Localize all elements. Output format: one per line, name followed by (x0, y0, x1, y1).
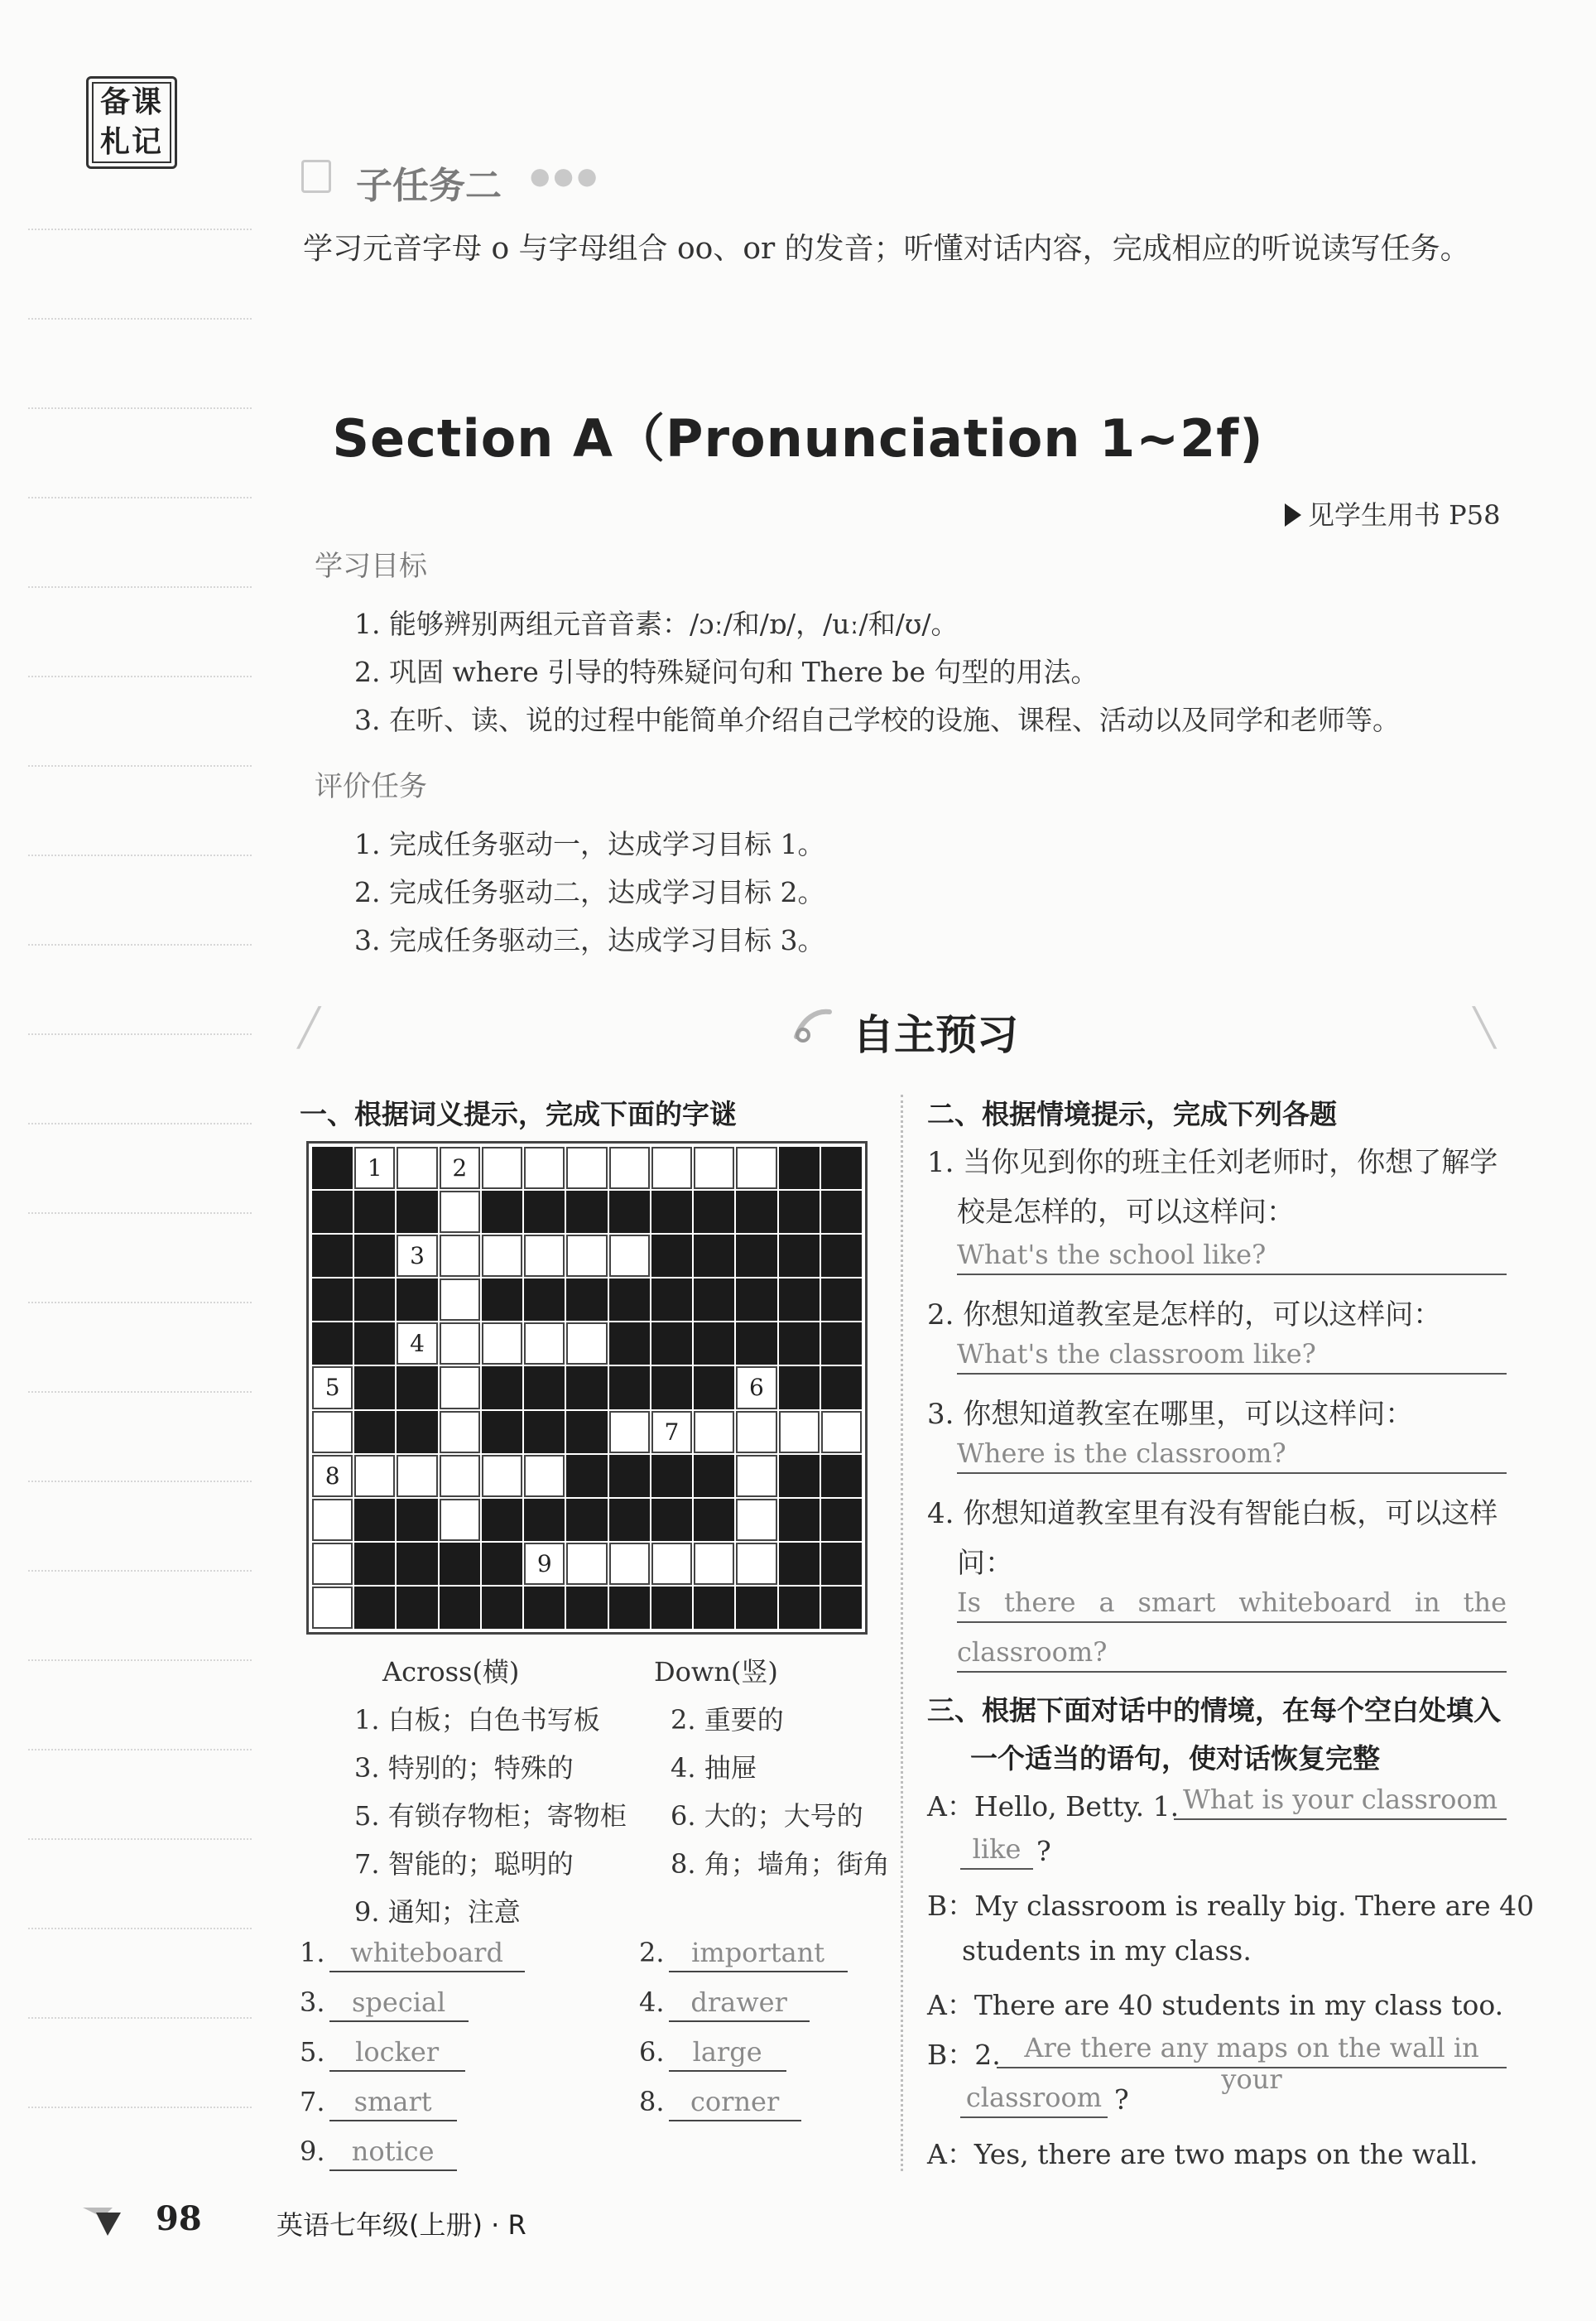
note-line (28, 318, 252, 320)
dialogue-blank-1[interactable]: What is your classroom (1174, 1784, 1507, 1820)
crossword-cell[interactable] (609, 1543, 650, 1585)
badge-line-1: 备课 (99, 85, 163, 119)
subtask-title: 子任务二 (356, 165, 502, 207)
crossword-cell[interactable] (312, 1411, 353, 1453)
dots-icon: ●●● (530, 162, 601, 190)
down-clue: 4. 抽屉 (671, 1752, 757, 1784)
crossword-cell[interactable] (397, 1322, 437, 1365)
crossword-cell[interactable] (354, 1147, 395, 1189)
crossword-block (482, 1366, 522, 1408)
crossword-block (821, 1147, 862, 1189)
across-clue: 7. 智能的；聪明的 (354, 1848, 574, 1880)
crossword-cell[interactable] (440, 1366, 480, 1408)
crossword-number: 4 (410, 1330, 425, 1358)
note-line (28, 586, 252, 588)
crossword-block (609, 1587, 650, 1629)
crossword-block (397, 1191, 437, 1233)
note-line (28, 2017, 252, 2019)
crossword-cell[interactable] (736, 1411, 776, 1453)
crossword-block (354, 1322, 395, 1365)
crossword-block (609, 1322, 650, 1365)
crossword-cell[interactable] (482, 1147, 522, 1189)
note-line (28, 1302, 252, 1303)
see-student-book (1285, 494, 1500, 532)
down-clue: 2. 重要的 (671, 1704, 784, 1736)
crossword-block (779, 1322, 820, 1365)
decorative-slash-right: ╲ (1473, 1007, 1496, 1049)
crossword-block (397, 1587, 437, 1629)
decorative-slash-left: ╱ (298, 1007, 320, 1049)
see-book-text: 见学生用书 P58 (1308, 499, 1501, 531)
page-corner-ornament-icon (79, 2199, 137, 2241)
crossword-cell[interactable] (566, 1543, 607, 1585)
across-clue: 5. 有锁存物柜；寄物柜 (354, 1800, 627, 1832)
answer-line-4-cont[interactable]: classroom? (957, 1636, 1507, 1673)
crossword-block (354, 1499, 395, 1541)
answer-number: 3. (300, 1986, 325, 2018)
play-arrow-icon (1285, 503, 1301, 527)
crossword-grid (312, 1147, 862, 1629)
answer-blank[interactable]: whiteboard (329, 1936, 525, 1972)
across-clue: 1. 白板；白色书写板 (354, 1704, 600, 1736)
objective-item: 1. 能够辨别两组元音音素：/ɔː/和/ɒ/，/uː/和/ʊ/。 (354, 608, 959, 640)
lesson-notes-badge (86, 76, 177, 169)
crossword-block (779, 1147, 820, 1189)
crossword-cell[interactable] (440, 1278, 480, 1321)
crossword-block (566, 1366, 607, 1408)
answer-number: 7. (300, 2086, 325, 2117)
page-number: 98 (156, 2199, 202, 2238)
crossword-number: 7 (664, 1418, 680, 1446)
crossword-cell[interactable] (440, 1322, 480, 1365)
crossword-cell[interactable] (609, 1411, 650, 1453)
crossword-cell[interactable] (694, 1411, 734, 1453)
answer-number: 6. (639, 2036, 665, 2068)
pencil-icon (791, 1004, 834, 1047)
crossword-block (566, 1191, 607, 1233)
crossword-number: 3 (410, 1242, 425, 1270)
part3-heading-cont: 一个适当的语句，使对话恢复完整 (970, 1742, 1380, 1774)
note-line (28, 1749, 252, 1750)
crossword-cell[interactable] (694, 1147, 734, 1189)
crossword-cell[interactable] (566, 1235, 607, 1277)
dialogue-blank-1-cont[interactable]: like (960, 1833, 1033, 1870)
answer-blank[interactable]: corner (669, 2085, 801, 2121)
crossword-block (694, 1322, 734, 1365)
crossword-cell[interactable] (651, 1543, 692, 1585)
crossword-block (821, 1322, 862, 1365)
crossword-cell[interactable] (397, 1147, 437, 1189)
question-4-cont: 问： (957, 1547, 1013, 1580)
answer-8 (639, 2085, 801, 2121)
crossword-cell[interactable] (524, 1322, 565, 1365)
dialogue-blank-2-cont[interactable]: classroom (960, 2082, 1108, 2118)
crossword-block (651, 1455, 692, 1497)
part3-heading: 三、根据下面对话中的情境，在每个空白处填入 (927, 1694, 1501, 1726)
answer-blank[interactable]: drawer (669, 1986, 810, 2022)
note-line (28, 676, 252, 677)
crossword-block (524, 1499, 565, 1541)
crossword-block (694, 1587, 734, 1629)
dialogue-line-5: A：There are 40 students in my class too. (927, 1989, 1504, 2021)
note-line (28, 1033, 252, 1035)
column-divider (901, 1095, 903, 2171)
across-label: Across(横) (382, 1656, 520, 1688)
crossword-block (651, 1366, 692, 1408)
crossword-number: 8 (324, 1461, 340, 1490)
crossword-cell[interactable] (736, 1499, 776, 1541)
crossword-block (779, 1366, 820, 1408)
crossword-block (440, 1543, 480, 1585)
crossword-cell[interactable] (312, 1499, 353, 1541)
crossword-block (736, 1235, 776, 1277)
answer-blank[interactable]: special (329, 1986, 469, 2022)
crossword-number: 5 (324, 1374, 340, 1402)
crossword-block (482, 1411, 522, 1453)
question-mark: ? (1036, 1835, 1051, 1867)
crossword-block (736, 1191, 776, 1233)
answer-line-4[interactable]: Is there a smart whiteboard in the (957, 1587, 1507, 1623)
crossword-block (779, 1235, 820, 1277)
evaluation-heading: 评价任务 (315, 770, 427, 803)
crossword-block (566, 1587, 607, 1629)
crossword-block (779, 1499, 820, 1541)
crossword-block (779, 1455, 820, 1497)
note-line (28, 1123, 252, 1124)
dialogue-line-3: B：My classroom is really big. There are 40 (927, 1890, 1535, 1922)
crossword-block (566, 1455, 607, 1497)
crossword-cell[interactable] (736, 1366, 776, 1408)
crossword-block (566, 1411, 607, 1453)
crossword-block (821, 1278, 862, 1321)
down-clue: 8. 角；墙角；街角 (671, 1848, 890, 1880)
question-4: 4. 你想知道教室里有没有智能白板，可以这样 (927, 1497, 1498, 1530)
crossword-cell[interactable] (482, 1235, 522, 1277)
crossword-block (609, 1366, 650, 1408)
crossword-block (354, 1411, 395, 1453)
objectives-heading: 学习目标 (315, 550, 427, 583)
evaluation-item: 3. 完成任务驱动三，达成学习目标 3。 (354, 924, 825, 956)
crossword-block (651, 1191, 692, 1233)
crossword-cell[interactable] (524, 1543, 565, 1585)
crossword-cell[interactable] (482, 1322, 522, 1365)
crossword-block (651, 1587, 692, 1629)
preview-title: 自主预习 (853, 1011, 1018, 1059)
crossword-block (821, 1235, 862, 1277)
crossword-cell[interactable] (312, 1543, 353, 1585)
crossword-cell[interactable] (524, 1147, 565, 1189)
part1-heading: 一、根据词义提示，完成下面的字谜 (300, 1098, 737, 1130)
answer-5 (300, 2035, 465, 2072)
evaluation-item: 2. 完成任务驱动二，达成学习目标 2。 (354, 876, 825, 908)
answer-2 (639, 1936, 848, 1972)
answer-7 (300, 2085, 457, 2121)
crossword-block (397, 1278, 437, 1321)
document-icon (301, 160, 331, 193)
answer-number: 8. (639, 2086, 665, 2117)
crossword-cell[interactable] (440, 1235, 480, 1277)
crossword-cell[interactable] (312, 1366, 353, 1408)
crossword-block (397, 1499, 437, 1541)
crossword-cell[interactable] (736, 1543, 776, 1585)
crossword-block (312, 1235, 353, 1277)
crossword-block (524, 1278, 565, 1321)
crossword-block (609, 1278, 650, 1321)
answer-6 (639, 2035, 786, 2072)
note-line (28, 229, 252, 230)
crossword-number: 2 (452, 1154, 468, 1182)
crossword-block (354, 1191, 395, 1233)
crossword-block (566, 1278, 607, 1321)
crossword-block (482, 1191, 522, 1233)
answer-number: 5. (300, 2036, 325, 2068)
note-line (28, 1838, 252, 1840)
crossword-block (354, 1587, 395, 1629)
crossword-cell[interactable] (397, 1455, 437, 1497)
crossword-block (821, 1455, 862, 1497)
answer-blank[interactable]: important (669, 1936, 848, 1972)
crossword-block (779, 1543, 820, 1585)
crossword-cell[interactable] (609, 1147, 650, 1189)
book-title: 英语七年级(上册) · R (276, 2209, 526, 2241)
crossword-block (694, 1235, 734, 1277)
crossword-cell[interactable] (397, 1235, 437, 1277)
note-line (28, 855, 252, 856)
crossword-number: 1 (367, 1154, 382, 1182)
crossword-cell[interactable] (736, 1147, 776, 1189)
crossword-cell[interactable] (440, 1499, 480, 1541)
crossword-number: 9 (536, 1549, 552, 1577)
question-1-cont: 校是怎样的，可以这样问： (957, 1196, 1295, 1229)
crossword-block (312, 1322, 353, 1365)
crossword-block (651, 1499, 692, 1541)
crossword-cell[interactable] (779, 1411, 820, 1453)
note-line (28, 2107, 252, 2108)
crossword-block (524, 1587, 565, 1629)
crossword-cell[interactable] (524, 1235, 565, 1277)
note-line (28, 1659, 252, 1661)
crossword-block (524, 1366, 565, 1408)
crossword-cell[interactable] (312, 1455, 353, 1497)
answer-blank[interactable]: notice (329, 2135, 457, 2171)
crossword-block (397, 1366, 437, 1408)
crossword-number: 6 (749, 1374, 764, 1402)
crossword-block (482, 1587, 522, 1629)
answer-9 (300, 2135, 457, 2171)
down-clue: 6. 大的；大号的 (671, 1800, 863, 1832)
crossword-block (609, 1499, 650, 1541)
answer-3 (300, 1986, 469, 2022)
crossword-block (354, 1543, 395, 1585)
crossword-block (779, 1278, 820, 1321)
crossword-block (736, 1322, 776, 1365)
crossword-block (651, 1322, 692, 1365)
crossword-block (821, 1499, 862, 1541)
crossword-block (354, 1278, 395, 1321)
crossword-block (482, 1499, 522, 1541)
question-mark: ? (1114, 2083, 1129, 2116)
badge-line-2: 札记 (99, 125, 163, 159)
crossword-cell[interactable] (440, 1191, 480, 1233)
crossword-block (821, 1543, 862, 1585)
crossword-block (312, 1278, 353, 1321)
across-clue: 9. 通知；注意 (354, 1896, 521, 1928)
answer-number: 9. (300, 2136, 325, 2167)
crossword-cell[interactable] (736, 1455, 776, 1497)
note-line (28, 944, 252, 946)
dialogue-blank-2[interactable]: Are there any maps on the wall in your (997, 2032, 1507, 2068)
crossword-block (524, 1191, 565, 1233)
answer-number: 2. (639, 1937, 665, 1968)
down-label: Down(竖) (654, 1656, 778, 1688)
crossword-cell[interactable] (440, 1455, 480, 1497)
answer-line-1[interactable]: What's the school like? (957, 1239, 1507, 1275)
dialogue-line-1: A：Hello, Betty. 1. (927, 1790, 1180, 1823)
crossword-block (694, 1278, 734, 1321)
crossword-block (694, 1499, 734, 1541)
part2-heading: 二、根据情境提示，完成下列各题 (927, 1098, 1337, 1130)
note-line (28, 1570, 252, 1572)
question-3: 3. 你想知道教室在哪里，可以这样问： (927, 1398, 1414, 1431)
dialogue-line-6: B：2. (927, 2039, 1001, 2071)
crossword-block (821, 1587, 862, 1629)
answer-line-2[interactable]: What's the classroom like? (957, 1338, 1507, 1375)
crossword-block (354, 1235, 395, 1277)
crossword-cell[interactable] (482, 1455, 522, 1497)
answer-blank[interactable]: locker (329, 2035, 465, 2072)
crossword-block (397, 1543, 437, 1585)
crossword-puzzle (306, 1141, 868, 1635)
note-line (28, 497, 252, 498)
crossword-block (312, 1191, 353, 1233)
crossword-block (736, 1587, 776, 1629)
crossword-cell[interactable] (524, 1455, 565, 1497)
crossword-block (651, 1278, 692, 1321)
crossword-cell[interactable] (312, 1587, 353, 1629)
crossword-block (312, 1147, 353, 1189)
note-line (28, 1481, 252, 1482)
crossword-block (821, 1191, 862, 1233)
crossword-cell[interactable] (440, 1411, 480, 1453)
crossword-block (440, 1587, 480, 1629)
crossword-block (736, 1278, 776, 1321)
note-line (28, 1391, 252, 1393)
crossword-cell[interactable] (566, 1147, 607, 1189)
crossword-cell[interactable] (651, 1411, 692, 1453)
crossword-cell[interactable] (651, 1147, 692, 1189)
crossword-cell[interactable] (440, 1147, 480, 1189)
crossword-block (694, 1366, 734, 1408)
crossword-block (566, 1499, 607, 1541)
crossword-block (651, 1235, 692, 1277)
evaluation-item: 1. 完成任务驱动一，达成学习目标 1。 (354, 828, 825, 860)
answer-1 (300, 1936, 525, 1972)
objective-item: 3. 在听、读、说的过程中能简单介绍自己学校的设施、课程、活动以及同学和老师等。 (354, 704, 1400, 736)
crossword-block (609, 1455, 650, 1497)
crossword-cell[interactable] (821, 1411, 862, 1453)
crossword-block (694, 1191, 734, 1233)
crossword-cell[interactable] (609, 1235, 650, 1277)
note-line (28, 1928, 252, 1929)
dialogue-line-8: A：Yes, there are two maps on the wall. (927, 2138, 1478, 2170)
crossword-block (821, 1366, 862, 1408)
across-clue: 3. 特别的；特殊的 (354, 1752, 574, 1784)
answer-line-3[interactable]: Where is the classroom? (957, 1437, 1507, 1474)
crossword-block (609, 1191, 650, 1233)
subtask-intro: 学习元音字母 o 与字母组合 oo、or 的发音；听懂对话内容，完成相应的听说读写任务。 (303, 232, 1470, 266)
crossword-block (397, 1411, 437, 1453)
question-1: 1. 当你见到你的班主任刘老师时，你想了解学 (927, 1146, 1498, 1179)
crossword-cell[interactable] (566, 1322, 607, 1365)
objective-item: 2. 巩固 where 引导的特殊疑问句和 There be 句型的用法。 (354, 656, 1098, 688)
answer-blank[interactable]: large (669, 2035, 786, 2072)
crossword-block (482, 1278, 522, 1321)
crossword-block (779, 1191, 820, 1233)
answer-4 (639, 1986, 810, 2022)
crossword-block (524, 1411, 565, 1453)
answer-blank[interactable]: smart (329, 2085, 457, 2121)
note-line (28, 765, 252, 767)
crossword-block (779, 1587, 820, 1629)
crossword-cell[interactable] (694, 1543, 734, 1585)
note-line (28, 1212, 252, 1214)
answer-number: 4. (639, 1986, 665, 2018)
section-title: Section A（Pronunciation 1~2f) (332, 408, 1264, 469)
crossword-block (694, 1455, 734, 1497)
answer-number: 1. (300, 1937, 325, 1968)
crossword-cell[interactable] (354, 1455, 395, 1497)
question-2: 2. 你想知道教室是怎样的，可以这样问： (927, 1298, 1442, 1331)
crossword-block (354, 1366, 395, 1408)
dialogue-line-4: students in my class. (962, 1934, 1252, 1967)
crossword-block (482, 1543, 522, 1585)
